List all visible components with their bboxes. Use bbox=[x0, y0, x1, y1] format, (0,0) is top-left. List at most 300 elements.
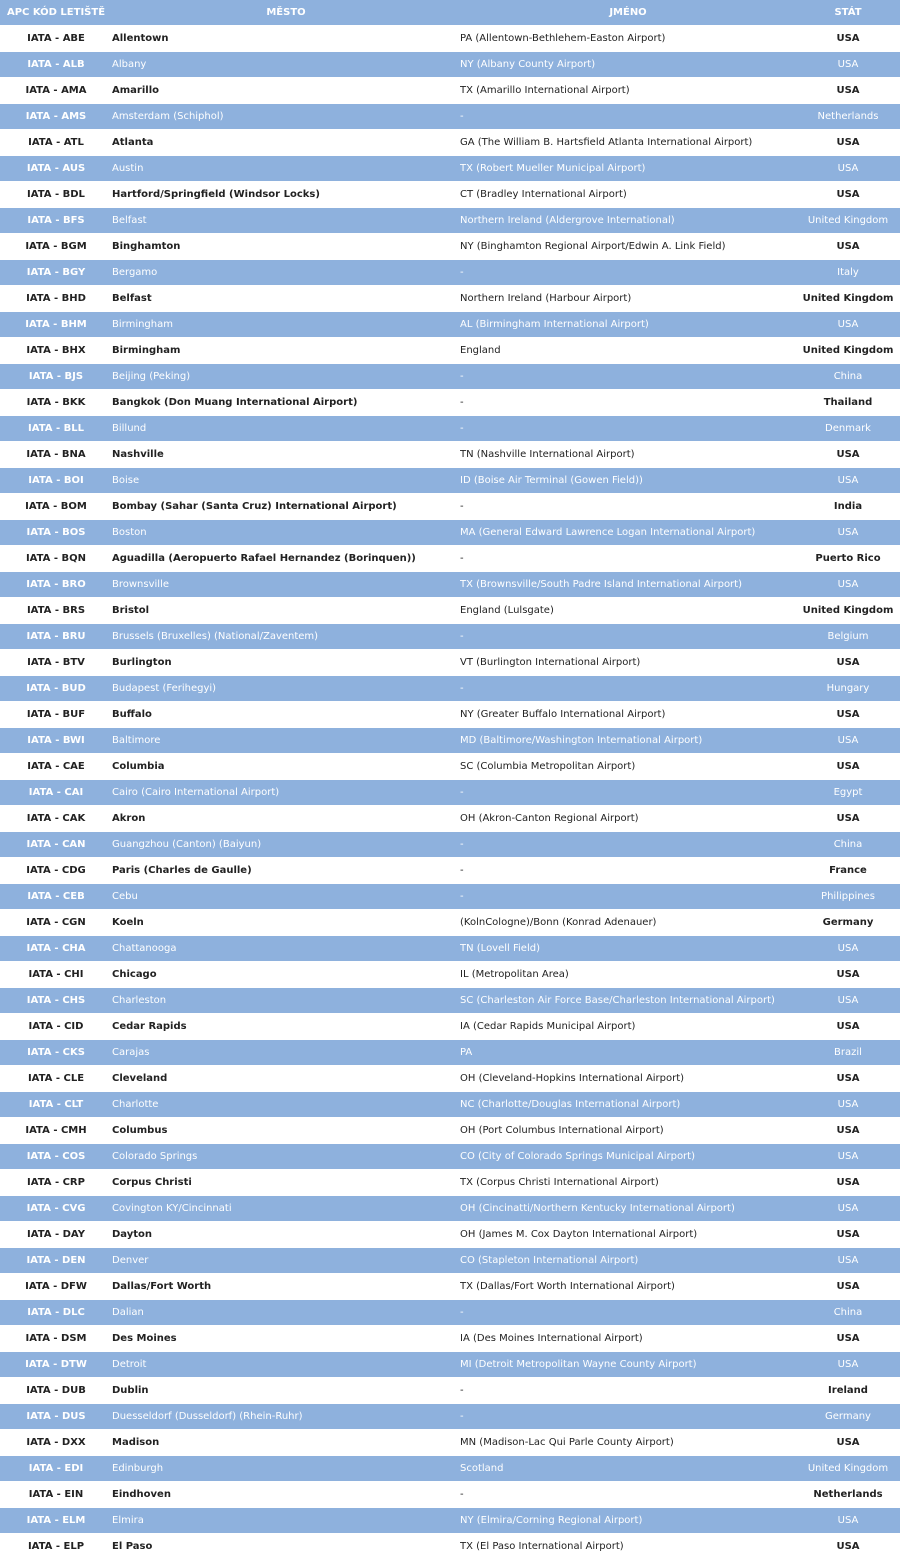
table-row bbox=[0, 728, 900, 754]
cell-code: IATA - CHS bbox=[0, 988, 112, 1014]
cell-city: Koeln bbox=[112, 910, 460, 936]
cell-name: CO (Stapleton International Airport) bbox=[460, 1248, 796, 1274]
cell-code: IATA - DUB bbox=[0, 1378, 112, 1404]
cell-state: United Kingdom bbox=[796, 338, 900, 364]
cell-state: USA bbox=[796, 728, 900, 754]
cell-code: IATA - BRU bbox=[0, 624, 112, 650]
cell-state: USA bbox=[796, 650, 900, 676]
cell-city: Colorado Springs bbox=[112, 1144, 460, 1170]
table-row bbox=[0, 1482, 900, 1508]
cell-code: IATA - BKK bbox=[0, 390, 112, 416]
cell-code: IATA - BOS bbox=[0, 520, 112, 546]
cell-name: TX (Dallas/Fort Worth International Airport) bbox=[460, 1274, 796, 1300]
table-row bbox=[0, 1144, 900, 1170]
cell-city: Amarillo bbox=[112, 78, 460, 104]
cell-city: Guangzhou (Canton) (Baiyun) bbox=[112, 832, 460, 858]
cell-name: OH (Cleveland-Hopkins International Airport) bbox=[460, 1066, 796, 1092]
cell-city: Covington KY/Cincinnati bbox=[112, 1196, 460, 1222]
table-row bbox=[0, 650, 900, 676]
cell-city: Amsterdam (Schiphol) bbox=[112, 104, 460, 130]
cell-name: MI (Detroit Metropolitan Wayne County Airport) bbox=[460, 1352, 796, 1378]
cell-code: IATA - BWI bbox=[0, 728, 112, 754]
cell-city: Detroit bbox=[112, 1352, 460, 1378]
cell-name: - bbox=[460, 624, 796, 650]
cell-code: IATA - DEN bbox=[0, 1248, 112, 1274]
cell-name: SC (Columbia Metropolitan Airport) bbox=[460, 754, 796, 780]
cell-name: NC (Charlotte/Douglas International Airport) bbox=[460, 1092, 796, 1118]
cell-name: MA (General Edward Lawrence Logan International Airport) bbox=[460, 520, 796, 546]
cell-state: USA bbox=[796, 1170, 900, 1196]
cell-code: IATA - AMS bbox=[0, 104, 112, 130]
cell-code: IATA - DFW bbox=[0, 1274, 112, 1300]
cell-name: OH (James M. Cox Dayton International Airport) bbox=[460, 1222, 796, 1248]
table-row bbox=[0, 1430, 900, 1456]
cell-city: Boise bbox=[112, 468, 460, 494]
cell-state: Egypt bbox=[796, 780, 900, 806]
table-row bbox=[0, 520, 900, 546]
cell-city: Columbia bbox=[112, 754, 460, 780]
cell-code: IATA - BTV bbox=[0, 650, 112, 676]
cell-state: USA bbox=[796, 1014, 900, 1040]
cell-name: - bbox=[460, 1300, 796, 1326]
cell-code: IATA - BUF bbox=[0, 702, 112, 728]
table-row bbox=[0, 208, 900, 234]
cell-name: Northern Ireland (Harbour Airport) bbox=[460, 286, 796, 312]
column-header-name: JMÉNO bbox=[460, 0, 796, 26]
cell-name: - bbox=[460, 676, 796, 702]
cell-code: IATA - ELP bbox=[0, 1534, 112, 1560]
cell-state: USA bbox=[796, 1066, 900, 1092]
cell-city: Cedar Rapids bbox=[112, 1014, 460, 1040]
cell-name: VT (Burlington International Airport) bbox=[460, 650, 796, 676]
table-row bbox=[0, 1378, 900, 1404]
table-row bbox=[0, 780, 900, 806]
cell-city: Charlotte bbox=[112, 1092, 460, 1118]
cell-state: USA bbox=[796, 1222, 900, 1248]
table-row bbox=[0, 1404, 900, 1430]
cell-state: United Kingdom bbox=[796, 208, 900, 234]
cell-state: Italy bbox=[796, 260, 900, 286]
cell-city: Carajas bbox=[112, 1040, 460, 1066]
cell-name: Northern Ireland (Aldergrove International) bbox=[460, 208, 796, 234]
cell-name: - bbox=[460, 1378, 796, 1404]
cell-state: United Kingdom bbox=[796, 598, 900, 624]
cell-code: IATA - BOI bbox=[0, 468, 112, 494]
cell-code: IATA - ABE bbox=[0, 26, 112, 52]
cell-city: Duesseldorf (Dusseldorf) (Rhein-Ruhr) bbox=[112, 1404, 460, 1430]
table-row bbox=[0, 494, 900, 520]
table-body bbox=[0, 26, 900, 1560]
column-header-city: MĚSTO bbox=[112, 0, 460, 26]
cell-city: Edinburgh bbox=[112, 1456, 460, 1482]
cell-city: Des Moines bbox=[112, 1326, 460, 1352]
cell-name: - bbox=[460, 260, 796, 286]
table-row bbox=[0, 338, 900, 364]
table-row bbox=[0, 1170, 900, 1196]
cell-city: Chattanooga bbox=[112, 936, 460, 962]
cell-state: Belgium bbox=[796, 624, 900, 650]
table-row bbox=[0, 806, 900, 832]
cell-state: China bbox=[796, 832, 900, 858]
cell-state: China bbox=[796, 364, 900, 390]
cell-state: USA bbox=[796, 962, 900, 988]
cell-code: IATA - DTW bbox=[0, 1352, 112, 1378]
cell-code: IATA - CMH bbox=[0, 1118, 112, 1144]
cell-city: Belfast bbox=[112, 208, 460, 234]
table-row bbox=[0, 1196, 900, 1222]
cell-city: Atlanta bbox=[112, 130, 460, 156]
cell-city: Hartford/Springfield (Windsor Locks) bbox=[112, 182, 460, 208]
cell-state: USA bbox=[796, 936, 900, 962]
cell-state: USA bbox=[796, 312, 900, 338]
cell-city: El Paso bbox=[112, 1534, 460, 1560]
cell-city: Dallas/Fort Worth bbox=[112, 1274, 460, 1300]
cell-state: USA bbox=[796, 130, 900, 156]
table-header bbox=[0, 0, 900, 26]
table-row bbox=[0, 52, 900, 78]
cell-state: Hungary bbox=[796, 676, 900, 702]
cell-code: IATA - CHI bbox=[0, 962, 112, 988]
table-row bbox=[0, 1300, 900, 1326]
table-row bbox=[0, 442, 900, 468]
cell-state: USA bbox=[796, 1534, 900, 1560]
cell-state: Netherlands bbox=[796, 1482, 900, 1508]
header-row bbox=[0, 0, 900, 26]
cell-code: IATA - CAI bbox=[0, 780, 112, 806]
column-header-state: STÁT bbox=[796, 0, 900, 26]
cell-code: IATA - AMA bbox=[0, 78, 112, 104]
cell-state: USA bbox=[796, 1092, 900, 1118]
table-row bbox=[0, 468, 900, 494]
cell-state: USA bbox=[796, 156, 900, 182]
cell-city: Buffalo bbox=[112, 702, 460, 728]
table-row bbox=[0, 884, 900, 910]
table-row bbox=[0, 624, 900, 650]
cell-code: IATA - BOM bbox=[0, 494, 112, 520]
cell-name: - bbox=[460, 832, 796, 858]
table-row bbox=[0, 104, 900, 130]
cell-name: Scotland bbox=[460, 1456, 796, 1482]
cell-name: PA bbox=[460, 1040, 796, 1066]
cell-state: China bbox=[796, 1300, 900, 1326]
cell-name: TX (El Paso International Airport) bbox=[460, 1534, 796, 1560]
cell-state: USA bbox=[796, 1274, 900, 1300]
table-row bbox=[0, 546, 900, 572]
cell-code: IATA - DXX bbox=[0, 1430, 112, 1456]
cell-city: Chicago bbox=[112, 962, 460, 988]
cell-name: OH (Port Columbus International Airport) bbox=[460, 1118, 796, 1144]
cell-city: Bristol bbox=[112, 598, 460, 624]
cell-city: Boston bbox=[112, 520, 460, 546]
cell-state: USA bbox=[796, 806, 900, 832]
cell-code: IATA - BNA bbox=[0, 442, 112, 468]
cell-city: Cleveland bbox=[112, 1066, 460, 1092]
cell-code: IATA - CVG bbox=[0, 1196, 112, 1222]
cell-state: USA bbox=[796, 442, 900, 468]
table-row bbox=[0, 858, 900, 884]
cell-name: - bbox=[460, 858, 796, 884]
table-row bbox=[0, 702, 900, 728]
cell-name: - bbox=[460, 390, 796, 416]
table-row bbox=[0, 1508, 900, 1534]
cell-state: Ireland bbox=[796, 1378, 900, 1404]
cell-state: USA bbox=[796, 182, 900, 208]
table-row bbox=[0, 1326, 900, 1352]
cell-city: Binghamton bbox=[112, 234, 460, 260]
cell-code: IATA - BHM bbox=[0, 312, 112, 338]
cell-name: (KolnCologne)/Bonn (Konrad Adenauer) bbox=[460, 910, 796, 936]
cell-state: Germany bbox=[796, 910, 900, 936]
cell-name: MD (Baltimore/Washington International Airport) bbox=[460, 728, 796, 754]
cell-code: IATA - EIN bbox=[0, 1482, 112, 1508]
cell-city: Birmingham bbox=[112, 338, 460, 364]
cell-code: IATA - DLC bbox=[0, 1300, 112, 1326]
table-row bbox=[0, 1014, 900, 1040]
cell-name: AL (Birmingham International Airport) bbox=[460, 312, 796, 338]
cell-code: IATA - CAK bbox=[0, 806, 112, 832]
cell-code: IATA - BHX bbox=[0, 338, 112, 364]
cell-code: IATA - COS bbox=[0, 1144, 112, 1170]
cell-code: IATA - CDG bbox=[0, 858, 112, 884]
cell-state: USA bbox=[796, 702, 900, 728]
cell-state: USA bbox=[796, 1326, 900, 1352]
cell-code: IATA - BRO bbox=[0, 572, 112, 598]
table-row bbox=[0, 754, 900, 780]
cell-code: IATA - CHA bbox=[0, 936, 112, 962]
cell-code: IATA - EDI bbox=[0, 1456, 112, 1482]
cell-name: - bbox=[460, 1404, 796, 1430]
table-row bbox=[0, 156, 900, 182]
cell-state: Brazil bbox=[796, 1040, 900, 1066]
cell-state: USA bbox=[796, 234, 900, 260]
cell-state: Philippines bbox=[796, 884, 900, 910]
cell-name: - bbox=[460, 104, 796, 130]
table-row bbox=[0, 390, 900, 416]
cell-name: TX (Brownsville/South Padre Island International Airport) bbox=[460, 572, 796, 598]
cell-city: Nashville bbox=[112, 442, 460, 468]
cell-code: IATA - CLE bbox=[0, 1066, 112, 1092]
table-row bbox=[0, 182, 900, 208]
table-row bbox=[0, 234, 900, 260]
cell-city: Burlington bbox=[112, 650, 460, 676]
cell-name: TX (Corpus Christi International Airport) bbox=[460, 1170, 796, 1196]
cell-state: USA bbox=[796, 1248, 900, 1274]
cell-city: Bangkok (Don Muang International Airport) bbox=[112, 390, 460, 416]
cell-state: USA bbox=[796, 1352, 900, 1378]
cell-state: India bbox=[796, 494, 900, 520]
cell-code: IATA - BGM bbox=[0, 234, 112, 260]
table-row bbox=[0, 1040, 900, 1066]
cell-city: Baltimore bbox=[112, 728, 460, 754]
cell-name: - bbox=[460, 494, 796, 520]
table-row bbox=[0, 1456, 900, 1482]
cell-code: IATA - CID bbox=[0, 1014, 112, 1040]
cell-city: Charleston bbox=[112, 988, 460, 1014]
cell-city: Belfast bbox=[112, 286, 460, 312]
cell-state: Denmark bbox=[796, 416, 900, 442]
cell-code: IATA - DUS bbox=[0, 1404, 112, 1430]
cell-city: Albany bbox=[112, 52, 460, 78]
cell-city: Billund bbox=[112, 416, 460, 442]
cell-city: Allentown bbox=[112, 26, 460, 52]
cell-city: Akron bbox=[112, 806, 460, 832]
cell-name: CO (City of Colorado Springs Municipal Airport) bbox=[460, 1144, 796, 1170]
table-row bbox=[0, 1274, 900, 1300]
cell-code: IATA - CKS bbox=[0, 1040, 112, 1066]
cell-name: - bbox=[460, 546, 796, 572]
cell-name: England bbox=[460, 338, 796, 364]
cell-state: USA bbox=[796, 1144, 900, 1170]
table-row bbox=[0, 598, 900, 624]
cell-state: USA bbox=[796, 520, 900, 546]
cell-name: CT (Bradley International Airport) bbox=[460, 182, 796, 208]
table-row bbox=[0, 910, 900, 936]
cell-state: United Kingdom bbox=[796, 286, 900, 312]
cell-code: IATA - ALB bbox=[0, 52, 112, 78]
cell-city: Elmira bbox=[112, 1508, 460, 1534]
cell-city: Bergamo bbox=[112, 260, 460, 286]
cell-code: IATA - CGN bbox=[0, 910, 112, 936]
cell-state: USA bbox=[796, 1118, 900, 1144]
table-row bbox=[0, 832, 900, 858]
cell-name: - bbox=[460, 1482, 796, 1508]
cell-code: IATA - CAE bbox=[0, 754, 112, 780]
table-row bbox=[0, 364, 900, 390]
cell-state: USA bbox=[796, 52, 900, 78]
table-row bbox=[0, 260, 900, 286]
cell-name: - bbox=[460, 884, 796, 910]
cell-code: IATA - CRP bbox=[0, 1170, 112, 1196]
table-row bbox=[0, 1248, 900, 1274]
table-row bbox=[0, 286, 900, 312]
cell-name: IL (Metropolitan Area) bbox=[460, 962, 796, 988]
table-row bbox=[0, 1222, 900, 1248]
cell-city: Denver bbox=[112, 1248, 460, 1274]
cell-state: USA bbox=[796, 26, 900, 52]
column-header-code: APC KÓD LETIŠTĚ bbox=[0, 0, 112, 26]
cell-code: IATA - ATL bbox=[0, 130, 112, 156]
cell-city: Brownsville bbox=[112, 572, 460, 598]
table-row bbox=[0, 572, 900, 598]
cell-state: USA bbox=[796, 988, 900, 1014]
cell-state: USA bbox=[796, 754, 900, 780]
cell-code: IATA - BJS bbox=[0, 364, 112, 390]
cell-city: Aguadilla (Aeropuerto Rafael Hernandez (Borinquen)) bbox=[112, 546, 460, 572]
table-row bbox=[0, 130, 900, 156]
table-row bbox=[0, 988, 900, 1014]
cell-city: Bombay (Sahar (Santa Cruz) International Airport) bbox=[112, 494, 460, 520]
cell-state: USA bbox=[796, 1508, 900, 1534]
table-row bbox=[0, 416, 900, 442]
cell-city: Cebu bbox=[112, 884, 460, 910]
cell-code: IATA - AUS bbox=[0, 156, 112, 182]
cell-code: IATA - BGY bbox=[0, 260, 112, 286]
table-row bbox=[0, 1352, 900, 1378]
cell-name: England (Lulsgate) bbox=[460, 598, 796, 624]
table-row bbox=[0, 1092, 900, 1118]
cell-name: - bbox=[460, 364, 796, 390]
table-row bbox=[0, 78, 900, 104]
cell-code: IATA - DAY bbox=[0, 1222, 112, 1248]
cell-code: IATA - CAN bbox=[0, 832, 112, 858]
cell-state: Netherlands bbox=[796, 104, 900, 130]
cell-city: Beijing (Peking) bbox=[112, 364, 460, 390]
cell-name: OH (Akron-Canton Regional Airport) bbox=[460, 806, 796, 832]
cell-state: USA bbox=[796, 1430, 900, 1456]
cell-code: IATA - BUD bbox=[0, 676, 112, 702]
cell-code: IATA - BHD bbox=[0, 286, 112, 312]
table-row bbox=[0, 1534, 900, 1560]
cell-name: NY (Binghamton Regional Airport/Edwin A. Link Field) bbox=[460, 234, 796, 260]
table-row bbox=[0, 1118, 900, 1144]
cell-name: OH (Cincinatti/Northern Kentucky International Airport) bbox=[460, 1196, 796, 1222]
cell-state: Puerto Rico bbox=[796, 546, 900, 572]
cell-name: TN (Nashville International Airport) bbox=[460, 442, 796, 468]
cell-city: Birmingham bbox=[112, 312, 460, 338]
cell-name: IA (Des Moines International Airport) bbox=[460, 1326, 796, 1352]
cell-code: IATA - BRS bbox=[0, 598, 112, 624]
cell-name: SC (Charleston Air Force Base/Charleston International Airport) bbox=[460, 988, 796, 1014]
table-row bbox=[0, 312, 900, 338]
cell-city: Brussels (Bruxelles) (National/Zaventem) bbox=[112, 624, 460, 650]
cell-code: IATA - BLL bbox=[0, 416, 112, 442]
cell-state: France bbox=[796, 858, 900, 884]
table-row bbox=[0, 936, 900, 962]
cell-state: USA bbox=[796, 468, 900, 494]
cell-code: IATA - BDL bbox=[0, 182, 112, 208]
cell-code: IATA - BFS bbox=[0, 208, 112, 234]
cell-city: Columbus bbox=[112, 1118, 460, 1144]
table-row bbox=[0, 1066, 900, 1092]
cell-state: United Kingdom bbox=[796, 1456, 900, 1482]
cell-name: NY (Elmira/Corning Regional Airport) bbox=[460, 1508, 796, 1534]
cell-city: Paris (Charles de Gaulle) bbox=[112, 858, 460, 884]
cell-city: Madison bbox=[112, 1430, 460, 1456]
cell-name: GA (The William B. Hartsfield Atlanta International Airport) bbox=[460, 130, 796, 156]
cell-code: IATA - DSM bbox=[0, 1326, 112, 1352]
cell-city: Dayton bbox=[112, 1222, 460, 1248]
cell-city: Corpus Christi bbox=[112, 1170, 460, 1196]
cell-name: - bbox=[460, 780, 796, 806]
cell-state: Germany bbox=[796, 1404, 900, 1430]
cell-city: Eindhoven bbox=[112, 1482, 460, 1508]
cell-name: - bbox=[460, 416, 796, 442]
cell-state: Thailand bbox=[796, 390, 900, 416]
cell-name: ID (Boise Air Terminal (Gowen Field)) bbox=[460, 468, 796, 494]
cell-name: TX (Amarillo International Airport) bbox=[460, 78, 796, 104]
cell-state: USA bbox=[796, 572, 900, 598]
cell-code: IATA - ELM bbox=[0, 1508, 112, 1534]
table-row bbox=[0, 26, 900, 52]
table-row bbox=[0, 676, 900, 702]
cell-city: Cairo (Cairo International Airport) bbox=[112, 780, 460, 806]
cell-name: NY (Albany County Airport) bbox=[460, 52, 796, 78]
cell-name: NY (Greater Buffalo International Airport) bbox=[460, 702, 796, 728]
cell-state: USA bbox=[796, 78, 900, 104]
cell-city: Austin bbox=[112, 156, 460, 182]
cell-name: IA (Cedar Rapids Municipal Airport) bbox=[460, 1014, 796, 1040]
cell-code: IATA - CEB bbox=[0, 884, 112, 910]
table-row bbox=[0, 962, 900, 988]
cell-name: TN (Lovell Field) bbox=[460, 936, 796, 962]
cell-name: PA (Allentown-Bethlehem-Easton Airport) bbox=[460, 26, 796, 52]
cell-code: IATA - CLT bbox=[0, 1092, 112, 1118]
cell-city: Dalian bbox=[112, 1300, 460, 1326]
cell-state: USA bbox=[796, 1196, 900, 1222]
cell-code: IATA - BQN bbox=[0, 546, 112, 572]
cell-city: Dublin bbox=[112, 1378, 460, 1404]
cell-name: TX (Robert Mueller Municipal Airport) bbox=[460, 156, 796, 182]
